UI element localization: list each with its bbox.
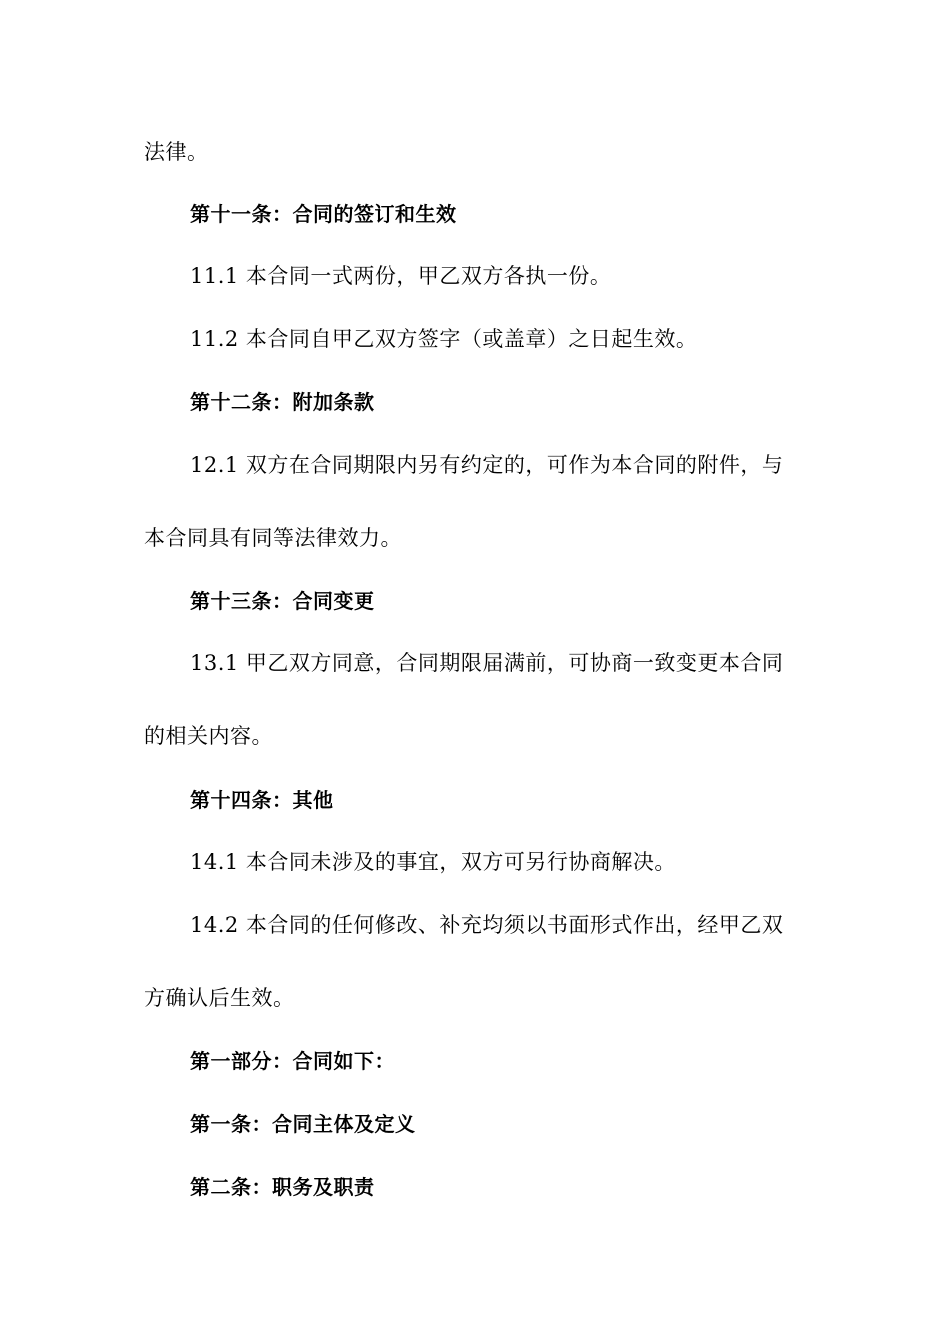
clause-11-2: 11.2 本合同自甲乙双方签字（或盖章）之日起生效。 bbox=[190, 327, 698, 351]
article-1-heading: 第一条：合同主体及定义 bbox=[190, 1112, 416, 1136]
clause-12-1-continuation: 本合同具有同等法律效力。 bbox=[144, 526, 402, 550]
clause-14-2: 14.2 本合同的任何修改、补充均须以书面形式作出，经甲乙双 bbox=[190, 913, 784, 937]
clause-13-1: 13.1 甲乙双方同意，合同期限届满前，可协商一致变更本合同 bbox=[190, 651, 784, 675]
article-12-heading: 第十二条：附加条款 bbox=[190, 390, 375, 414]
part-1-heading: 第一部分：合同如下： bbox=[190, 1049, 395, 1073]
article-14-heading: 第十四条：其他 bbox=[190, 788, 334, 812]
article-2-heading: 第二条：职务及职责 bbox=[190, 1175, 375, 1199]
clause-14-2-continuation: 方确认后生效。 bbox=[144, 986, 295, 1010]
article-13-heading: 第十三条：合同变更 bbox=[190, 589, 375, 613]
article-11-heading: 第十一条：合同的签订和生效 bbox=[190, 202, 457, 226]
clause-11-1: 11.1 本合同一式两份，甲乙双方各执一份。 bbox=[190, 264, 612, 288]
clause-13-1-continuation: 的相关内容。 bbox=[144, 724, 273, 748]
clause-14-1: 14.1 本合同未涉及的事宜，双方可另行协商解决。 bbox=[190, 850, 676, 874]
paragraph-continuation: 法律。 bbox=[144, 140, 209, 164]
clause-12-1: 12.1 双方在合同期限内另有约定的，可作为本合同的附件，与 bbox=[190, 453, 784, 477]
